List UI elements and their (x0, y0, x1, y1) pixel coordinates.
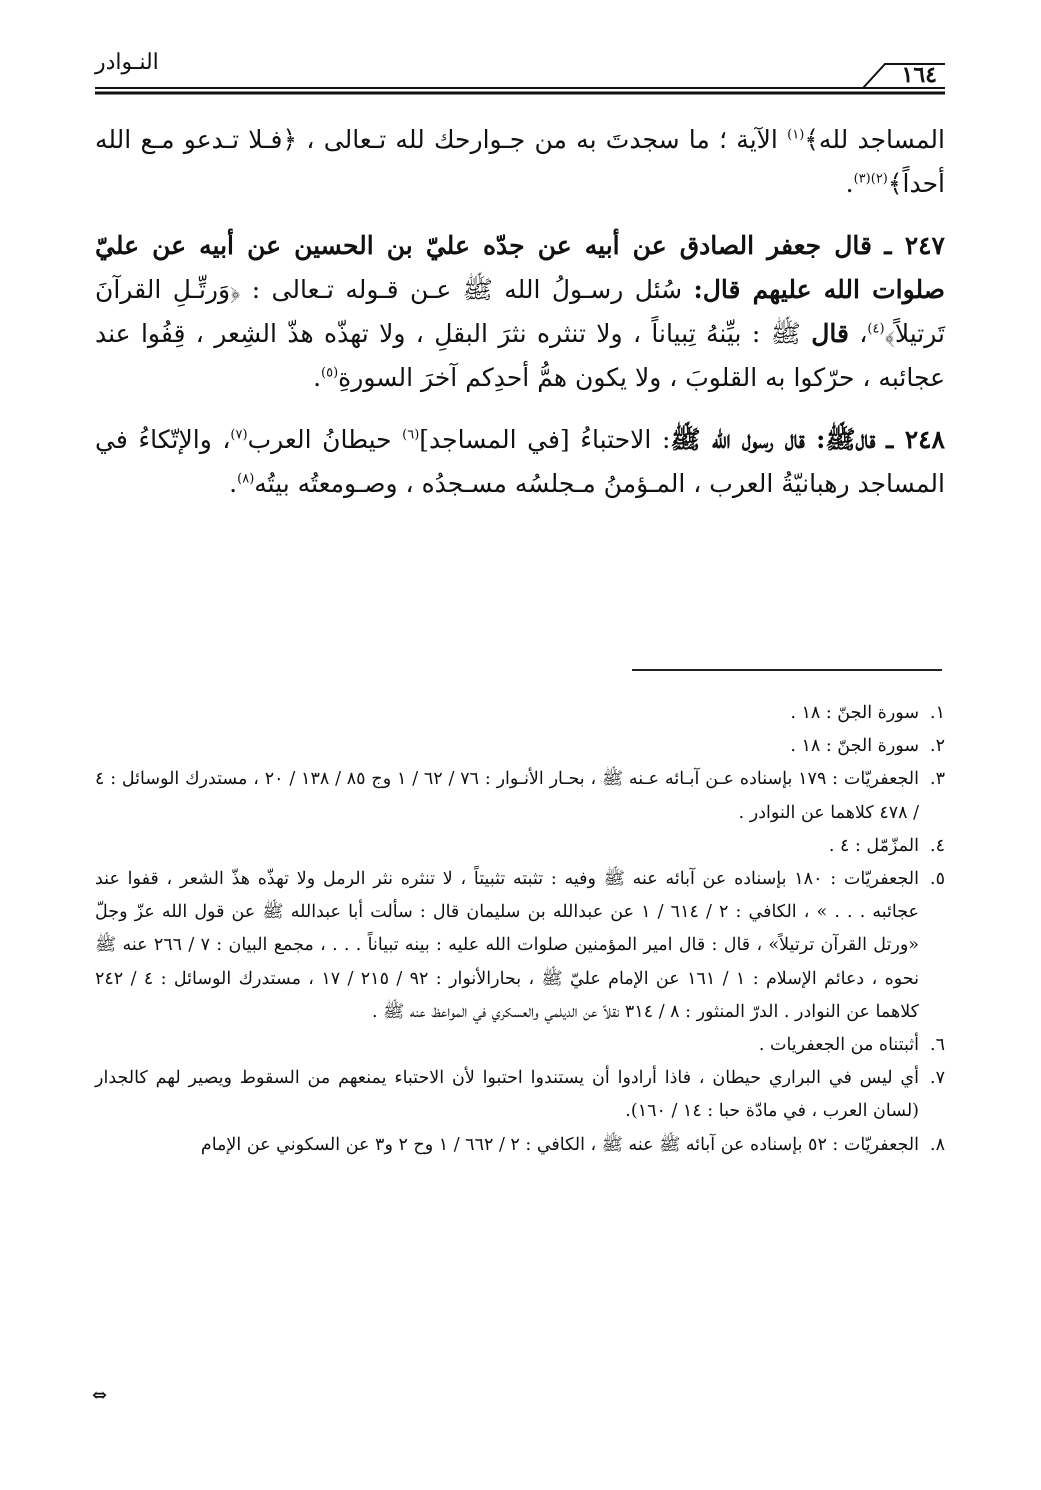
footnote-ref[interactable]: (٨) (237, 471, 255, 487)
footnote-ref[interactable]: (٤) (867, 321, 885, 337)
text-span: . (845, 169, 854, 198)
footnote-number: ٤. (930, 835, 945, 856)
footnote-text: أي ليس في البراري حيطان ، فاذا أرادوا أن يستندوا احتبوا لأن الاحتباء يمنعهم من السقوط ويصير لهم كالجدار (لسان العرب ، في مادّة حبا : ١٤ / ١٦٠). (95, 1068, 919, 1122)
text-span: : الاحتباءُ [في المساجد] (419, 425, 671, 454)
page-number: ١٦٤ (901, 62, 937, 88)
footnote-divider (632, 669, 942, 671)
footnote-text: سورة الجنّ : ١٨ . (790, 736, 919, 757)
footnote-ref[interactable]: (٣) (853, 171, 871, 187)
text-span: الآية ؛ ما سجدتَ به من جـوارحك لله تـعالى ، ﴿فـلا تـدعو مـع الله أحداً﴾ (95, 125, 945, 198)
bold-span: قال (811, 319, 849, 348)
hadith-number: ٢٤٨ ـ (886, 425, 945, 454)
page-header (95, 40, 945, 100)
footnote (95, 830, 945, 863)
text-span: سُئل رسـولُ الله ﷺ عـن قـوله تـعالى : ﴿وَرتِّـلِ القرآنَ تَرتيلاً﴾ (95, 275, 946, 348)
footnote-text: الجعفريّات : ١٨٠ بإسناده عن آبائه عنه ﷺ وفيه : تثبته تثبيتاً ، لا تنثره نثر الرمل ولا تهذّه هذّ الشعر ، قفوا عند عجائبه . . . » ، الكافي : ٢ / ٦١٤ / ١ عن عبدالله بن سليمان قال : سألت أبا عبدالله ﷺ عن قول الله عزّ وجلّ «ورتل القرآن ترتيلاً» ، قال : قال امير المؤمنين صلوات الله عليه : بينه تبياناً . . . ، مجمع البيان : ٧ / ٢٦٦ عنه ﷺ نحوه ، دعائم الإسلام : ١ / ١٦١ عن الإمام عليّ ﷺ ، بحارالأنوار : ٩٢ / ٢١٥ / ١٧ ، مستدرك الوسائل : ٤ / ٢٤٢ كلاهما عن النوادر . الدرّ المنثور : ٨ / ٣١٤ نقلاً عن الديلمي والعسكري في المواعظ عنه ﷺ . (95, 869, 919, 1022)
text-span: . (229, 469, 238, 498)
hadith-248 (95, 418, 945, 506)
header-rule-graphic (95, 40, 945, 100)
footnote (95, 730, 945, 763)
footnote-text: الجعفريّات : ٥٢ بإسناده عن آبائه ﷺ عنه ﷺ ، الكافي : ٢ / ٦٦٢ / ١ وح ٢ و٣ عن السكوني عن الإمام (200, 1134, 919, 1155)
text-span: المساجد لله﴾ (804, 125, 945, 154)
chain-of-narration: قال جعفر الصادق عن أبيه عن جدّه عليّ بن الحسين عن أبيه عن عليّ صلوات الله عليهم قال: (95, 231, 945, 304)
footnote (95, 1029, 945, 1062)
chain-of-narration: قالﷺ: قال رسول الله ﷺ (670, 425, 876, 454)
text-span: حيطانُ العرب (247, 425, 403, 454)
footnote-text: سورة الجنّ : ١٨ . (790, 703, 919, 723)
footnote-text: المزّمّل : ٤ . (828, 835, 919, 856)
text-span: ، والإتّكاءُ في المساجد رهبانيّةُ العرب ، المـؤمنُ مـجلسُه مسـجدُه ، وصـومعتُه بيتُه (95, 425, 945, 498)
hadith-number: ٢٤٧ ـ (884, 231, 945, 260)
text-span: ، (848, 319, 868, 348)
footnote-number: ٨. (930, 1134, 945, 1155)
footnote-ref[interactable]: (١) (787, 127, 805, 143)
footnote-number: ٦. (930, 1035, 945, 1056)
footnote-number: ٥. (930, 869, 945, 890)
paragraph-continuation (95, 118, 945, 206)
hadith-247 (95, 224, 945, 400)
body-text (95, 118, 945, 506)
footnote-text: أثبتناه من الجعفريات . (758, 1035, 919, 1056)
footnote (95, 1062, 945, 1128)
footnote-number: ٧. (930, 1068, 945, 1089)
footnote (95, 697, 945, 730)
footnote-ref[interactable]: (٥) (321, 365, 339, 381)
footnote-text: الجعفريّات : ١٧٩ بإسناده عـن آبـائه عـنه ﷺ ، بحـار الأنـوار : ٧٦ / ٦٢ / ١ وج ٨٥ / ١٣٨ / ٢٠ ، مستدرك الوسائل : ٤ / ٤٧٨ كلاهما عن النوادر . (95, 769, 919, 823)
footnote-ref[interactable]: (٢) (870, 171, 888, 187)
footnote-ref[interactable]: (٦) (402, 427, 420, 443)
text-span: ﷺ : بيِّنهُ تِبياناً ، ولا تنثره نثرَ البقلِ ، ولا تهذّه هذّ الشِعر ، قِفُوا عند عجائبه ، حرّكوا به القلوبَ ، ولا يكون همُّ أحدِكم آخرَ السورةِ (95, 319, 945, 392)
footnote-number: ١. (930, 703, 945, 723)
text-span: . (313, 363, 322, 392)
footnote (95, 863, 945, 1029)
footnote-number: ٣. (930, 769, 945, 790)
footnotes (95, 697, 945, 1162)
book-title: النـوادر (95, 50, 159, 75)
footnote-number: ٢. (930, 736, 945, 757)
footnote (95, 1129, 945, 1162)
footnote-ref[interactable]: (٧) (230, 427, 248, 443)
continuation-mark: ⇔ (92, 1385, 108, 1406)
footnote (95, 763, 945, 829)
